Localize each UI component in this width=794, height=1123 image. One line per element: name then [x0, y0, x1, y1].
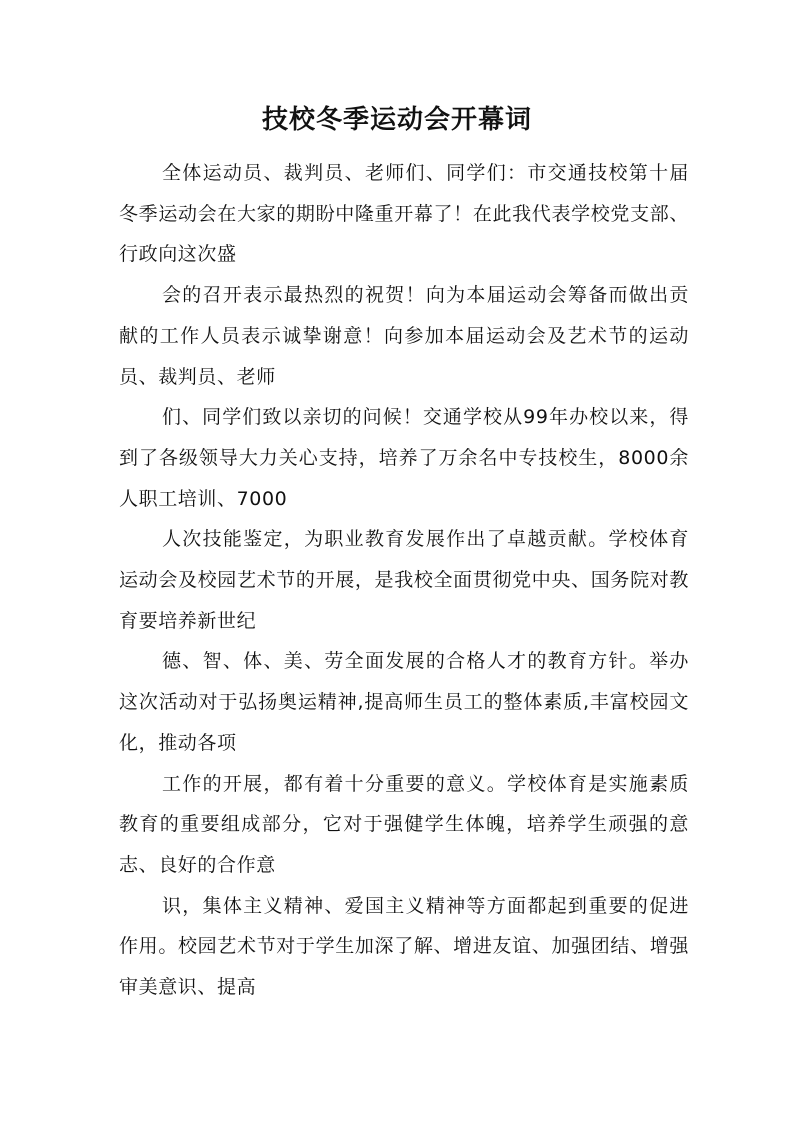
paragraph-3: 们、同学们致以亲切的问候！交通学校从99年办校以来，得到了各级领导大力关心支持，培养了万余名中专技校生，8000余人职工培训、7000: [119, 406, 689, 510]
paragraph-6: 工作的开展，都有着十分重要的意义。学校体育是实施素质教育的重要组成部分，它对于强健学生体魄，培养学生顽强的意志、良好的合作意: [119, 772, 689, 876]
document-title: 技校冬季运动会开幕词: [261, 105, 532, 135]
paragraph-4: 人次技能鉴定，为职业教育发展作出了卓越贡献。学校体育运动会及校园艺术节的开展，是我校全面贯彻党中央、国务院对教育要培养新世纪: [119, 528, 689, 632]
paragraph-7: 识，集体主义精神、爱国主义精神等方面都起到重要的促进作用。校园艺术节对于学生加深了解、增进友谊、加强团结、增强审美意识、提高: [119, 894, 689, 999]
paragraph-5: 德、智、体、美、劳全面发展的合格人才的教育方针。举办这次活动对于弘扬奥运精神,提高师生员工的整体素质,丰富校园文化，推动各项: [119, 650, 689, 754]
paragraph-1: 全体运动员、裁判员、老师们、同学们：市交通技校第十届冬季运动会在大家的期盼中隆重开幕了！在此我代表学校党支部、行政向这次盛: [119, 162, 689, 266]
paragraph-2: 会的召开表示最热烈的祝贺！向为本届运动会筹备而做出贡献的工作人员表示诚挚谢意！向参加本届运动会及艺术节的运动员、裁判员、老师: [119, 284, 689, 388]
document-body: [119, 153, 689, 1008]
